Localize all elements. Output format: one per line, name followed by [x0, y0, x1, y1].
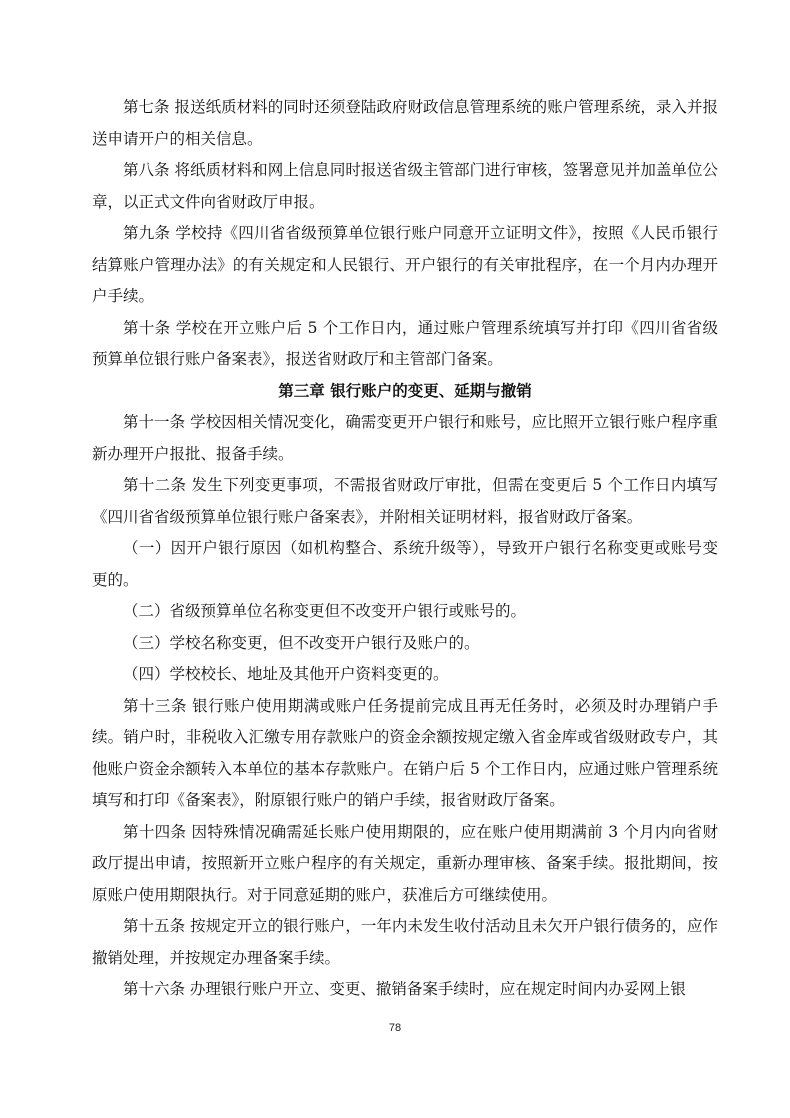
article-12-item-2: （二）省级预算单位名称变更但不改变开户银行或账号的。 — [123, 602, 527, 620]
article-13: 第十三条 银行账户使用期满或账户任务提前完成且再无任务时，必须及时办理销户手续。销户时，非税收入汇缴专用存款账户的资金余额按规定缴入省金库或省级财政专户，其他账户资金余额转入本单位的基本存款账户。在销户后 5 个工作日内，应通过账户管理系统填写和打印《备案表》，附原银行账户的销户手续，报省财政厅备案。 — [92, 696, 718, 809]
article-12-item-1: （一）因开户银行原因（如机构整合、系统升级等），导致开户银行名称变更或账号变更的。 — [92, 539, 718, 589]
article-16: 第十六条 办理银行账户开立、变更、撤销备案手续时，应在规定时间内办妥网上银 — [123, 980, 686, 998]
article-12-item-3: （三）学校名称变更，但不改变开户银行及账户的。 — [123, 633, 480, 652]
article-8: 第八条 将纸质材料和网上信息同时报送省级主管部门进行审核，签署意见并加盖单位公章，以正式文件向省财政厅申报。 — [92, 161, 718, 211]
article-14: 第十四条 因特殊情况确需延长账户使用期限的，应在账户使用期满前 3 个月内向省财政厅提出申请，按照新开立账户程序的有关规定，重新办理审核、备案手续。报批期间，按原账户使用期限执行。对于同意延期的账户，获准后方可继续使用。 — [92, 822, 718, 904]
article-11: 第十一条 学校因相关情况变化，确需变更开户银行和账号，应比照开立银行账户程序重新办理开户报批、报备手续。 — [92, 413, 718, 463]
article-12: 第十二条 发生下列变更事项，不需报省财政厅审批，但需在变更后 5 个工作日内填写《四川省省级预算单位银行账户备案表》，并附相关证明材料，报省财政厅备案。 — [92, 476, 718, 526]
page-number: 78 — [388, 1022, 402, 1034]
article-10: 第十条 学校在开立账户后 5 个工作日内，通过账户管理系统填写并打印《四川省省级预算单位银行账户备案表》，报送省财政厅和主管部门备案。 — [92, 318, 718, 368]
article-9: 第九条 学校持《四川省省级预算单位银行账户同意开立证明文件》，按照《人民币银行结算账户管理办法》的有关规定和人民银行、开户银行的有关审批程序，在一个月内办理开户手续。 — [92, 224, 718, 305]
chapter-3-heading: 第三章 银行账户的变更、延期与撤销 — [278, 381, 532, 400]
article-12-item-4: （四）学校校长、地址及其他开户资料变更的。 — [123, 665, 449, 683]
document-body — [92, 92, 718, 1006]
article-15: 第十五条 按规定开立的银行账户，一年内未发生收付活动且未欠开户银行债务的，应作撤销处理，并按规定办理备案手续。 — [92, 917, 718, 967]
article-7: 第七条 报送纸质材料的同时还须登陆政府财政信息管理系统的账户管理系统，录入并报送申请开户的相关信息。 — [92, 98, 718, 148]
